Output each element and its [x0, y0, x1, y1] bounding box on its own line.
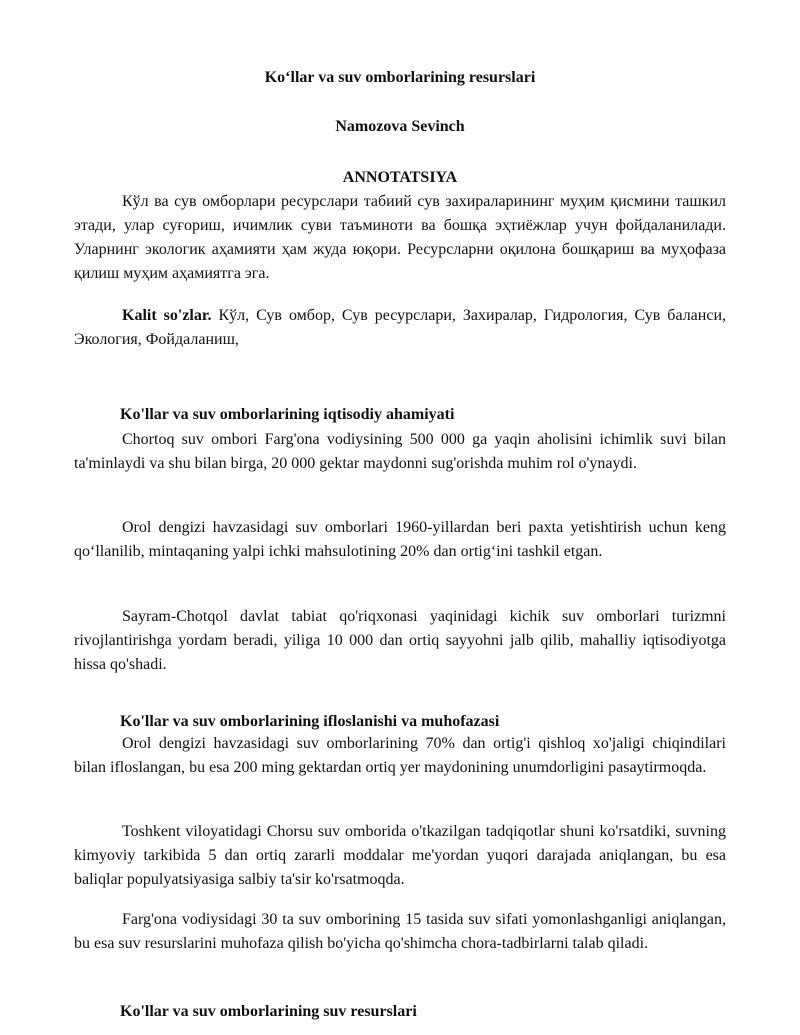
keywords-paragraph: [74, 304, 726, 352]
document-title: Koʻllar va suv omborlarining resurslari: [264, 69, 536, 86]
section-heading-pollution: Ko'llar va suv omborlarining ifloslanishi va muhofazasi: [120, 713, 500, 730]
section-paragraph: Orol dengizi havzasidagi suv omborlarining 70% dan ortig'i qishloq xo'jaligi chiqindilari bilan ifloslangan, bu esa 200 ming gektardan ortiq yer maydonining unumdorligini pasaytirmoqda.: [74, 735, 726, 776]
author-name: Namozova Sevinch: [335, 118, 465, 135]
section-heading-economic: Ko'llar va suv omborlarining iqtisodiy ahamiyati: [120, 406, 455, 423]
section-paragraph: Orol dengizi havzasidagi suv omborlari 1960-yillardan beri paxta yetishtirish uchun keng qoʻllanilib, mintaqaning yalpi ichki mahsulotining 20% dan ortigʻini tashkil etgan.: [74, 519, 726, 560]
section-paragraph: Toshkent viloyatidagi Chorsu suv omborida o'tkazilgan tadqiqotlar shuni ko'rsatdiki, suvning kimyoviy tarkibida 5 dan ortiq zararli moddalar me'yordan yuqori darajada aniqlangan, bu esa baliqlar populyatsiyasiga salbiy ta'sir ko'rsatmoqda.: [74, 823, 726, 888]
section-paragraph: Farg'ona vodiysidagi 30 ta suv omborining 15 tasida suv sifati yomonlashganligi aniqlangan, bu esa suv resurslarini muhofaza qilish bo'yicha qo'shimcha chora-tadbirlarni talab qiladi.: [74, 911, 726, 952]
annotation-heading: ANNOTATSIYA: [342, 169, 458, 186]
section-heading-water-resources: Ko'llar va suv omborlarining suv resurslari: [120, 1003, 417, 1020]
annotation-paragraph: Кўл ва сув омборлари ресурслари табиий сув захираларининг муҳим қисмини ташкил этади, улар суғориш, ичимлик суви таъминоти ва бошқа эҳтиёжлар учун фойдаланилади. Уларнинг экологик аҳамияти ҳам жуда юқори. Ресурсларни оқилона бошқариш ва муҳофаза қилиш муҳим аҳамиятга эга.: [74, 193, 726, 282]
section-paragraph: Chortoq suv ombori Farg'ona vodiysining 500 000 ga yaqin aholisini ichimlik suvi bilan ta'minlaydi va shu bilan birga, 20 000 gektar maydonni sug'orishda muhim rol o'ynaydi.: [74, 431, 726, 472]
keywords-list: Кўл, Сув омбор, Сув ресурслари, Захиралар, Гидрология, Сув баланси, Экология, Фойдаланиш,: [74, 307, 727, 348]
keywords-label: Kalit so'zlar.: [122, 307, 212, 324]
section-paragraph: Sayram-Chotqol davlat tabiat qo'riqxonasi yaqinidagi kichik suv omborlari turizmni rivojlantirishga yordam beradi, yiliga 10 000 dan ortiq sayyohni jalb qilib, mahalliy iqtisodiyotga hissa qo'shadi.: [74, 608, 726, 673]
